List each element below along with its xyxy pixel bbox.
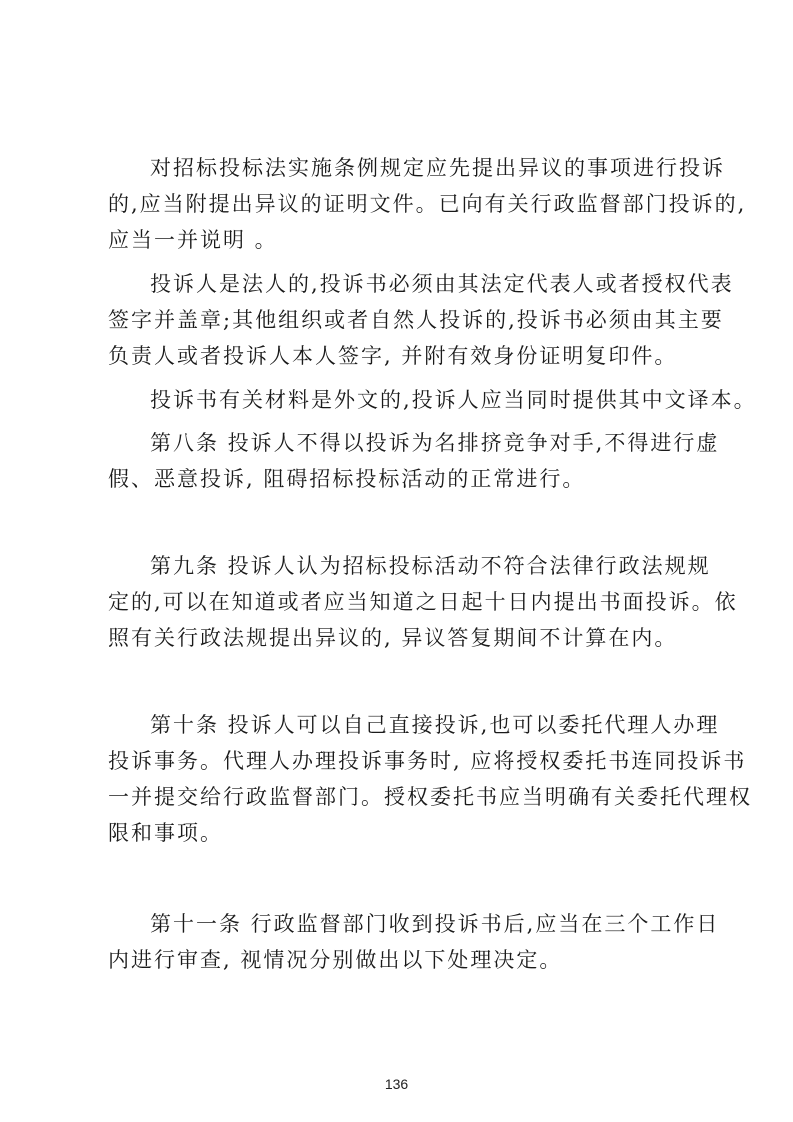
article-10-line-3: 一并提交给行政监督部门。授权委托书应当明确有关委托代理权: [108, 785, 752, 809]
paragraph-2-line-1: 投诉人是法人的,投诉书必须由其法定代表人或者授权代表: [150, 272, 734, 296]
paragraph-1-line-2: 的,应当附提出异议的证明文件。已向有关行政监督部门投诉的,: [108, 192, 747, 216]
article-9-line-3: 照有关行政法规提出异议的, 异议答复期间不计算在内。: [108, 626, 678, 650]
article-8-line-2: 假、恶意投诉, 阻碍招标投标活动的正常进行。: [108, 467, 586, 491]
paragraph-1-line-1: 对招标投标法实施条例规定应先提出异议的事项进行投诉: [150, 156, 725, 180]
paragraph-2-line-3: 负责人或者投诉人本人签字, 并附有效身份证明复印件。: [108, 344, 678, 368]
article-11-line-1: 第十一条 行政监督部门收到投诉书后,应当在三个工作日: [150, 912, 720, 936]
paragraph-2-line-2: 签字并盖章;其他组织或者自然人投诉的,投诉书必须由其主要: [108, 308, 724, 332]
article-9-line-2: 定的,可以在知道或者应当知道之日起十日内提出书面投诉。依: [108, 590, 738, 614]
article-9-line-1: 第九条 投诉人认为招标投标活动不符合法律行政法规规: [150, 554, 711, 578]
article-10-line-1: 第十条 投诉人可以自己直接投诉,也可以委托代理人办理: [150, 713, 720, 737]
article-8-line-1: 第八条 投诉人不得以投诉为名排挤竞争对手,不得进行虚: [150, 431, 720, 455]
paragraph-1-line-3: 应当一并说明 。: [108, 228, 278, 252]
article-10-line-4: 限和事项。: [108, 821, 223, 845]
paragraph-3-line-1: 投诉书有关材料是外文的,投诉人应当同时提供其中文译本。: [150, 388, 757, 412]
page-number: 136: [384, 1076, 409, 1092]
article-11-line-2: 内进行审查, 视情况分别做出以下处理决定。: [108, 948, 563, 972]
article-10-line-2: 投诉事务。代理人办理投诉事务时, 应将授权委托书连同投诉书: [108, 749, 747, 773]
